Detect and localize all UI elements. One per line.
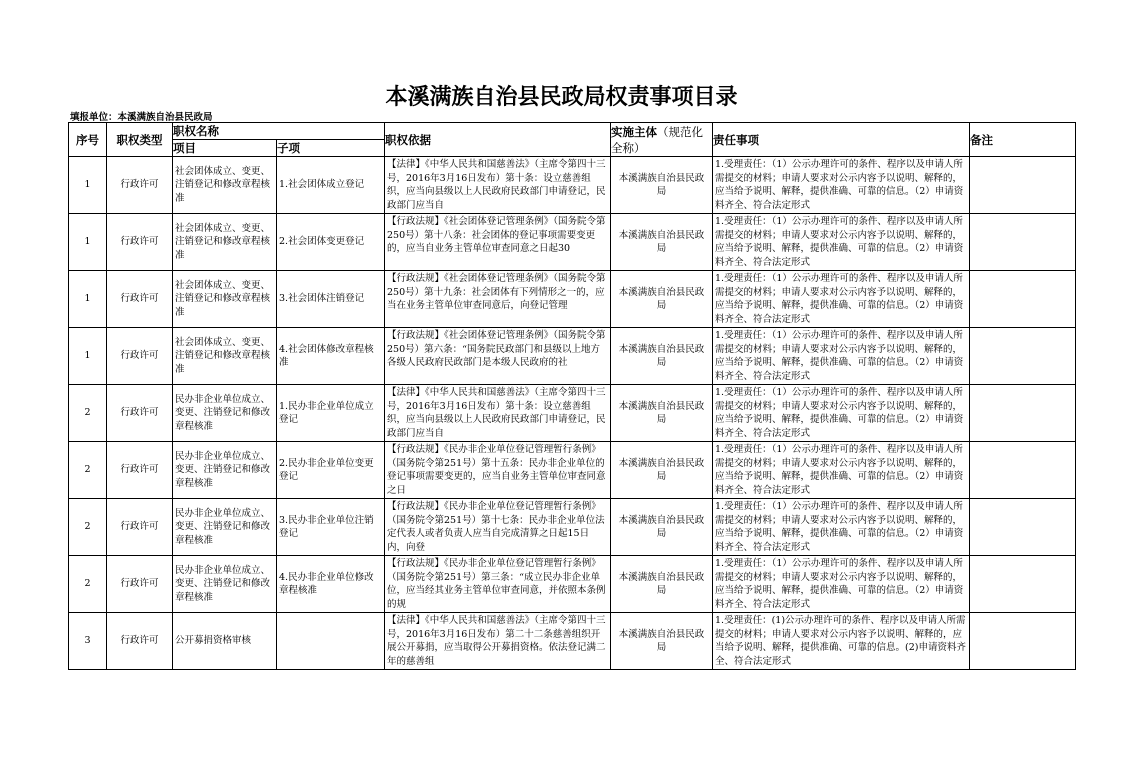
cell-basis (385, 157, 611, 214)
cell-subject: 本溪满族自治县民政局 (611, 157, 713, 214)
cell-item: 民办非企业单位成立、变更、注销登记和修改章程核准 (173, 442, 277, 499)
header-subject (611, 123, 713, 157)
cell-subitem (277, 613, 385, 670)
cell-duty (713, 328, 970, 385)
header-subject-label: 实施主体 (611, 124, 657, 139)
cell-type: 行政许可 (107, 214, 173, 271)
header-subject-note: （规范化全称） (611, 124, 703, 155)
cell-basis-text: 【法律】《中华人民共和国慈善法》（主席令第四十三号，2016年3月16日发布）第十条：设立慈善组织，应当向县级以上人民政府民政部门申请登记，民政部门应当自 (387, 159, 606, 211)
cell-duty-text: 1.受理责任：（1）公示办理许可的条件、程序以及申请人所需提交的材料；申请人要求对公示内容予以说明、解释的，应当给予说明、解释，提供准确、可靠的信息。（2）申请资料齐全、符合法定形式 (715, 387, 964, 439)
header-seq: 序号 (69, 123, 107, 157)
cell-seq: 1 (69, 157, 107, 214)
cell-duty-text: 1.受理责任：（1）公示办理许可的条件、程序以及申请人所需提交的材料；申请人要求对公示内容予以说明、解释的，应当给予说明、解释，提供准确、可靠的信息。（2）申请资料齐全、符合法定形式 (715, 330, 964, 382)
header-item: 项目 (173, 140, 277, 157)
cell-duty (713, 271, 970, 328)
table-row (69, 271, 1076, 328)
cell-remark (970, 271, 1076, 328)
cell-type: 行政许可 (107, 271, 173, 328)
table-row (69, 613, 1076, 670)
cell-subject: 本溪满族自治县民政局 (611, 328, 713, 385)
cell-seq: 1 (69, 328, 107, 385)
cell-item: 社会团体成立、变更、注销登记和修改章程核准 (173, 328, 277, 385)
table-row (69, 385, 1076, 442)
cell-basis-text: 【行政法规】《民办非企业单位登记管理暂行条例》（国务院令第251号）第十七条：民办非企业单位法定代表人或者负责人应当自完成清算之日起15日内，向登 (387, 501, 605, 553)
header-duty: 责任事项 (713, 123, 970, 157)
table-row (69, 499, 1076, 556)
table-body (69, 157, 1076, 670)
cell-duty (713, 214, 970, 271)
cell-subitem: 2.社会团体变更登记 (277, 214, 385, 271)
cell-duty (713, 442, 970, 499)
cell-item: 民办非企业单位成立、变更、注销登记和修改章程核准 (173, 499, 277, 556)
cell-subject: 本溪满族自治县民政局 (611, 385, 713, 442)
cell-duty (713, 613, 970, 670)
cell-seq: 2 (69, 385, 107, 442)
table-row (69, 556, 1076, 613)
cell-basis-text: 【行政法规】《民办非企业单位登记管理暂行条例》（国务院令第251号）第三条：“成立民办非企业单位，应当经其业务主管单位审查同意，并依照本条例的规 (387, 558, 606, 610)
table-row (69, 157, 1076, 214)
cell-type: 行政许可 (107, 613, 173, 670)
cell-duty (713, 499, 970, 556)
cell-basis (385, 499, 611, 556)
cell-basis-text: 【法律】《中华人民共和国慈善法》（主席令第四十三号，2016年3月16日发布）第十条：设立慈善组织，应当向县级以上人民政府民政部门申请登记，民政部门应当自 (387, 387, 606, 439)
cell-item: 民办非企业单位成立、变更、注销登记和修改章程核准 (173, 385, 277, 442)
cell-type: 行政许可 (107, 385, 173, 442)
cell-basis (385, 556, 611, 613)
cell-remark (970, 385, 1076, 442)
cell-seq: 2 (69, 499, 107, 556)
cell-item: 社会团体成立、变更、注销登记和修改章程核准 (173, 271, 277, 328)
cell-subitem: 3.社会团体注销登记 (277, 271, 385, 328)
header-type: 职权类型 (107, 123, 173, 157)
filing-unit: 填报单位：本溪满族自治县民政局 (70, 112, 213, 123)
cell-subject: 本溪满族自治县民政局 (611, 214, 713, 271)
cell-duty-text: 1.受理责任：(1)公示办理许可的条件、程序以及申请人所需提交的材料；申请人要求对公示内容予以说明、解释的，应当给予说明、解释，提供准确、可靠的信息。(2)申请资料齐全、符合法定形式 (715, 615, 966, 667)
cell-duty (713, 556, 970, 613)
cell-duty-text: 1.受理责任：（1）公示办理许可的条件、程序以及申请人所需提交的材料；申请人要求对公示内容予以说明、解释的，应当给予说明、解释，提供准确、可靠的信息。（2）申请资料齐全、符合法定形式 (715, 273, 964, 325)
cell-duty-text: 1.受理责任：（1）公示办理许可的条件、程序以及申请人所需提交的材料；申请人要求对公示内容予以说明、解释的，应当给予说明、解释，提供准确、可靠的信息。（2）申请资料齐全、符合法定形式 (715, 558, 964, 610)
cell-item: 社会团体成立、变更、注销登记和修改章程核准 (173, 157, 277, 214)
cell-type: 行政许可 (107, 499, 173, 556)
cell-basis-text: 【行政法规】《社会团体登记管理条例》（国务院令第250号）第十九条：社会团体有下列情形之一的，应当在业务主管单位审查同意后，向登记管理 (387, 273, 606, 311)
cell-seq: 2 (69, 556, 107, 613)
cell-seq: 1 (69, 271, 107, 328)
cell-remark (970, 499, 1076, 556)
cell-subitem: 2.民办非企业单位变更登记 (277, 442, 385, 499)
cell-subitem: 3.民办非企业单位注销登记 (277, 499, 385, 556)
cell-basis-text: 【行政法规】《社会团体登记管理条例》（国务院令第250号）第六条：“国务院民政部门和县级以上地方各级人民政府民政部门是本级人民政府的社 (387, 330, 606, 368)
cell-basis-text: 【行政法规】《社会团体登记管理条例》（国务院令第250号）第十八条：社会团体的登记事项需要变更的，应当自业务主管单位审查同意之日起30 (387, 216, 606, 254)
cell-duty (713, 157, 970, 214)
cell-duty-text: 1.受理责任：（1）公示办理许可的条件、程序以及申请人所需提交的材料；申请人要求对公示内容予以说明、解释的，应当给予说明、解释，提供准确、可靠的信息。（2）申请资料齐全、符合法定形式 (715, 501, 964, 553)
cell-subitem: 1.民办非企业单位成立登记 (277, 385, 385, 442)
cell-basis-text: 【法律】《中华人民共和国慈善法》（主席令第四十三号，2016年3月16日发布）第二十二条慈善组织开展公开募捐，应当取得公开募捐资格。依法登记满二年的慈善组 (387, 615, 606, 667)
cell-duty (713, 385, 970, 442)
cell-remark (970, 613, 1076, 670)
table-row (69, 328, 1076, 385)
cell-seq: 1 (69, 214, 107, 271)
page-title: 本溪满族自治县民政局权责事项目录 (385, 85, 738, 110)
header-basis: 职权依据 (385, 123, 611, 157)
cell-type: 行政许可 (107, 157, 173, 214)
cell-basis (385, 214, 611, 271)
cell-subject: 本溪满族自治县民政局 (611, 556, 713, 613)
cell-basis (385, 328, 611, 385)
cell-remark (970, 214, 1076, 271)
cell-item: 公开募捐资格审核 (173, 613, 277, 670)
header-remark: 备注 (970, 123, 1076, 157)
cell-remark (970, 556, 1076, 613)
cell-subject: 本溪满族自治县民政局 (611, 613, 713, 670)
duty-table (68, 122, 1076, 670)
table-row (69, 442, 1076, 499)
cell-type: 行政许可 (107, 328, 173, 385)
cell-seq: 3 (69, 613, 107, 670)
header-subitem: 子项 (277, 140, 385, 157)
cell-type: 行政许可 (107, 442, 173, 499)
header-name-group: 职权名称 (173, 123, 385, 140)
cell-subject: 本溪满族自治县民政局 (611, 442, 713, 499)
cell-subitem: 4.社会团体修改章程核准 (277, 328, 385, 385)
cell-subitem: 1.社会团体成立登记 (277, 157, 385, 214)
cell-seq: 2 (69, 442, 107, 499)
cell-basis (385, 442, 611, 499)
cell-basis (385, 613, 611, 670)
cell-type: 行政许可 (107, 556, 173, 613)
cell-remark (970, 442, 1076, 499)
cell-basis-text: 【行政法规】《民办非企业单位登记管理暂行条例》（国务院令第251号）第十五条：民办非企业单位的登记事项需要变更的，应当自业务主管单位审查同意之日 (387, 444, 606, 496)
cell-item: 民办非企业单位成立、变更、注销登记和修改章程核准 (173, 556, 277, 613)
cell-remark (970, 328, 1076, 385)
cell-duty-text: 1.受理责任：（1）公示办理许可的条件、程序以及申请人所需提交的材料；申请人要求对公示内容予以说明、解释的，应当给予说明、解释，提供准确、可靠的信息。（2）申请资料齐全、符合法定形式 (715, 216, 964, 268)
cell-subject: 本溪满族自治县民政局 (611, 271, 713, 328)
cell-subject: 本溪满族自治县民政局 (611, 499, 713, 556)
cell-remark (970, 157, 1076, 214)
cell-basis (385, 271, 611, 328)
table-row (69, 214, 1076, 271)
cell-duty-text: 1.受理责任：（1）公示办理许可的条件、程序以及申请人所需提交的材料；申请人要求对公示内容予以说明、解释的，应当给予说明、解释，提供准确、可靠的信息。（2）申请资料齐全、符合法定形式 (715, 444, 964, 496)
cell-duty-text: 1.受理责任：（1）公示办理许可的条件、程序以及申请人所需提交的材料；申请人要求对公示内容予以说明、解释的，应当给予说明、解释，提供准确、可靠的信息。（2）申请资料齐全、符合法定形式 (715, 159, 964, 211)
cell-basis (385, 385, 611, 442)
cell-item: 社会团体成立、变更、注销登记和修改章程核准 (173, 214, 277, 271)
cell-subitem: 4.民办非企业单位修改章程核准 (277, 556, 385, 613)
